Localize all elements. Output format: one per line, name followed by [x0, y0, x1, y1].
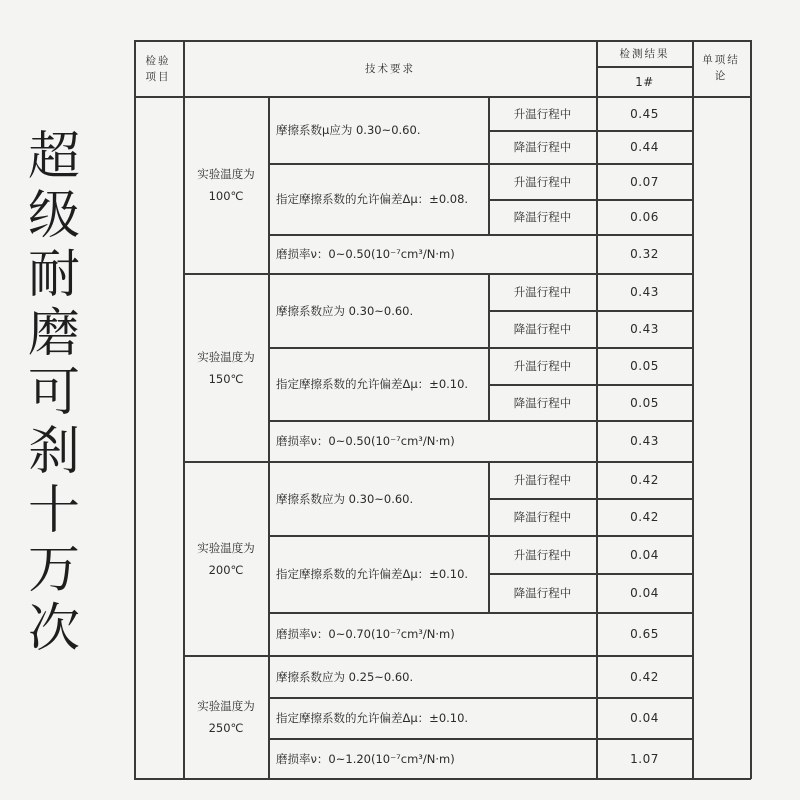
header-conclusion: 单项结论 [702, 54, 740, 82]
stage-label: 降温行程中 [513, 395, 572, 410]
result-value: 0.06 [630, 210, 659, 224]
wear-requirement: 磨损率ν：0~0.50(10⁻⁷cm³/N·m) [276, 247, 455, 261]
stage-label: 升温行程中 [513, 473, 572, 487]
table-line [183, 40, 185, 779]
friction-requirement: 摩擦系数应为 0.30~0.60. [276, 491, 414, 506]
side-title [22, 128, 86, 659]
result-value: 0.42 [630, 510, 659, 524]
result-value: 0.42 [630, 669, 659, 684]
group-temp: 实验温度为100℃ [197, 166, 255, 203]
side-title-char: 十 [27, 481, 80, 541]
side-title-char: 耐 [27, 245, 80, 305]
result-value: 0.65 [630, 627, 659, 641]
stage-label: 降温行程中 [513, 510, 572, 524]
stage-label: 升温行程中 [513, 106, 572, 121]
result-value: 1.07 [630, 751, 659, 766]
delta-requirement: 指定摩擦系数的允许偏差Δμ：±0.08. [276, 192, 469, 206]
delta-requirement: 指定摩擦系数的允许偏差Δμ：±0.10. [276, 377, 469, 391]
friction-requirement: 摩擦系数应为 0.30~0.60. [276, 303, 414, 318]
result-value: 0.45 [630, 106, 659, 121]
side-title-char: 级 [27, 186, 80, 246]
side-title-char: 可 [27, 363, 80, 423]
result-value: 0.05 [630, 359, 659, 373]
result-value: 0.44 [630, 140, 659, 154]
header-sample: 1# [635, 74, 654, 89]
table-line [750, 40, 752, 779]
result-value: 0.05 [630, 395, 659, 410]
delta-requirement: 指定摩擦系数的允许偏差Δμ：±0.10. [276, 567, 469, 581]
group-temp: 实验温度为250℃ [197, 699, 255, 735]
friction-requirement: 摩擦系数μ应为 0.30~0.60. [276, 123, 421, 137]
result-value: 0.43 [630, 322, 659, 336]
side-title-char: 次 [27, 599, 80, 659]
stage-label: 降温行程中 [513, 140, 572, 154]
result-value: 0.04 [630, 711, 659, 725]
table-line [134, 778, 751, 780]
result-value: 0.07 [630, 174, 659, 189]
header-item: 检验项目 [145, 55, 171, 83]
result-value: 0.04 [630, 586, 659, 600]
side-title-char: 万 [27, 540, 80, 600]
table-line [134, 40, 136, 779]
stage-label: 升温行程中 [513, 285, 572, 299]
wear-requirement: 磨损率ν：0~0.50(10⁻⁷cm³/N·m) [276, 434, 455, 448]
result-value: 0.43 [630, 434, 659, 448]
friction-requirement: 摩擦系数应为 0.25~0.60. [276, 669, 414, 684]
wear-requirement: 磨损率ν：0~0.70(10⁻⁷cm³/N·m) [276, 627, 455, 641]
header-requirement: 技术要求 [365, 63, 415, 75]
table-line [692, 40, 694, 779]
side-title-char: 磨 [27, 304, 80, 364]
delta-requirement: 指定摩擦系数的允许偏差Δμ：±0.10. [276, 711, 469, 725]
group-temp: 实验温度为150℃ [197, 349, 255, 386]
wear-requirement: 磨损率ν：0~1.20(10⁻⁷cm³/N·m) [276, 751, 455, 766]
result-value: 0.43 [630, 285, 659, 299]
stage-label: 升温行程中 [513, 174, 572, 189]
result-value: 0.32 [630, 247, 659, 261]
result-value: 0.42 [630, 473, 659, 487]
side-title-char: 超 [27, 127, 80, 187]
stage-label: 升温行程中 [513, 547, 572, 562]
side-title-char: 刹 [27, 422, 80, 482]
group-temp: 实验温度为200℃ [197, 540, 255, 577]
stage-label: 升温行程中 [513, 359, 572, 373]
stage-label: 降温行程中 [513, 586, 572, 600]
result-value: 0.04 [630, 547, 659, 562]
header-result: 检测结果 [619, 48, 670, 60]
stage-label: 降温行程中 [513, 210, 572, 224]
stage-label: 降温行程中 [513, 322, 572, 336]
